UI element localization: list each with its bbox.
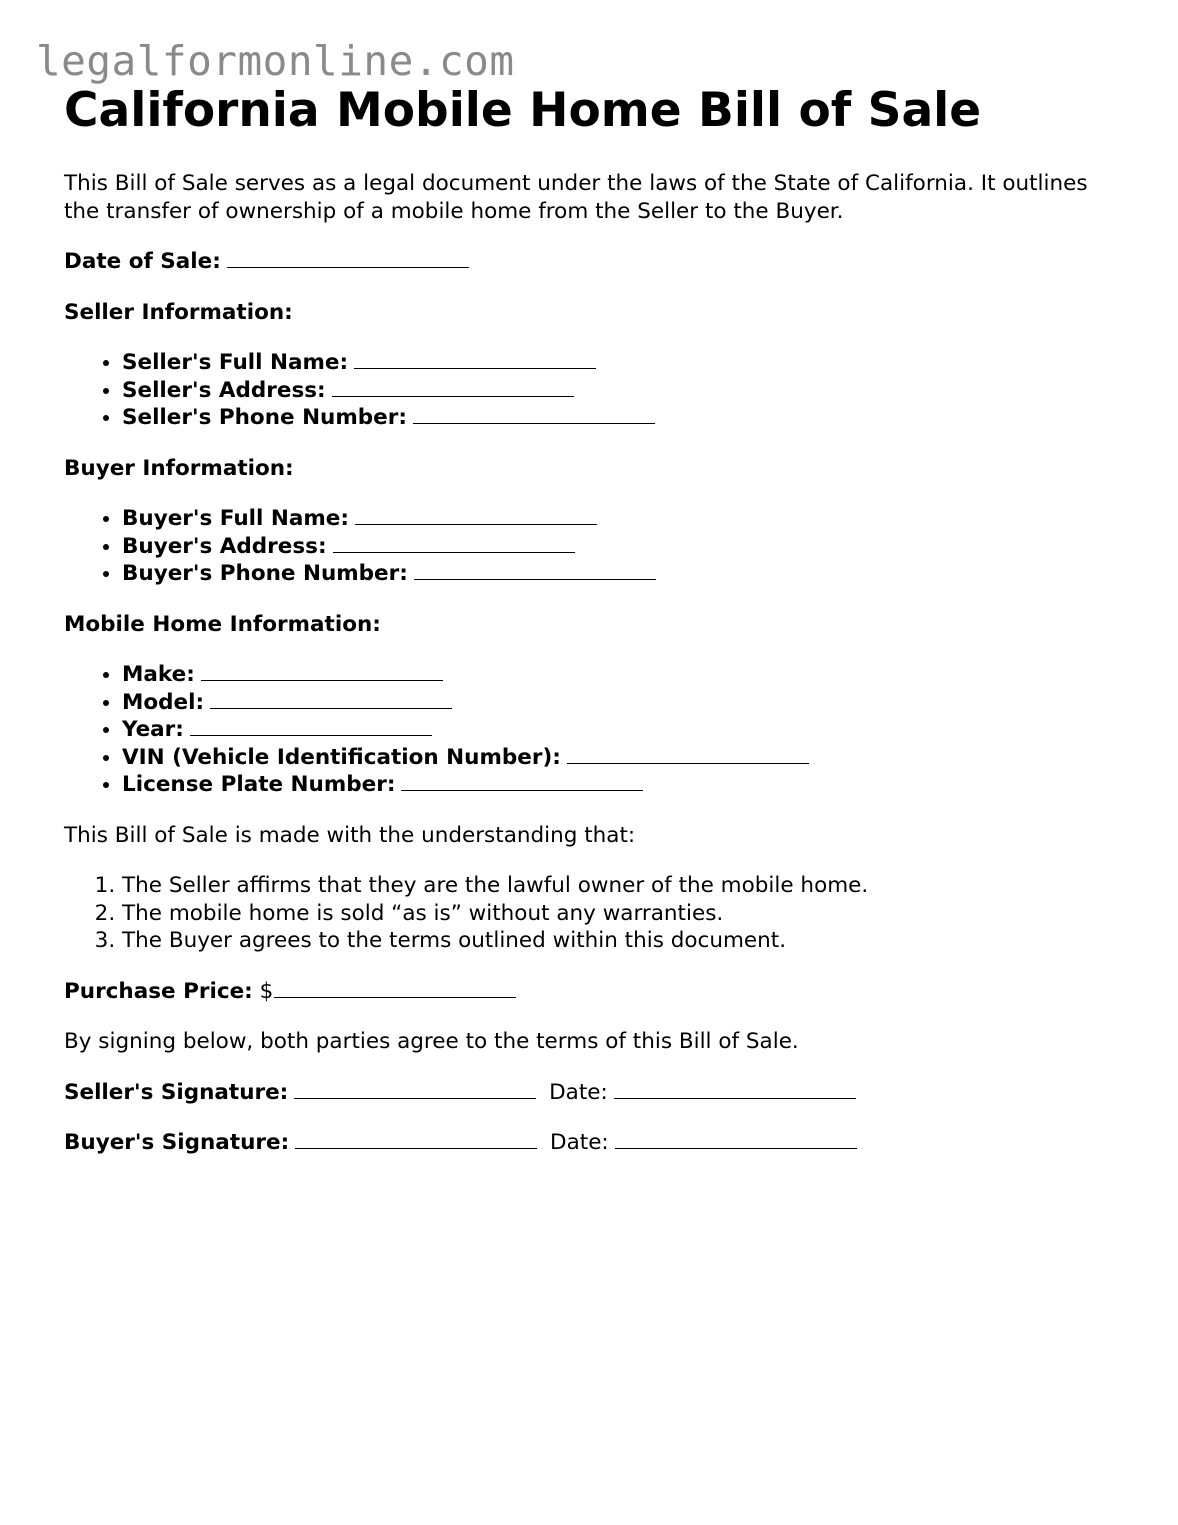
buyer-signature-line <box>64 1129 1124 1157</box>
document-title: California Mobile Home Bill of Sale <box>64 83 982 138</box>
list-item <box>122 533 1124 561</box>
buyer-phone-blank[interactable] <box>414 561 656 580</box>
seller-section-heading: Seller Information: <box>64 299 293 325</box>
seller-phone-label: Seller's Phone Number: <box>122 405 407 430</box>
seller-full-name-label: Seller's Full Name: <box>122 350 349 375</box>
date-of-sale-field <box>64 248 1124 276</box>
list-item <box>122 377 1124 405</box>
list-item: 3. The Buyer agrees to the terms outlined within this document. <box>122 927 1124 955</box>
list-item: 2. The mobile home is sold “as is” without any warranties. <box>122 900 1124 928</box>
seller-date-label: Date: <box>549 1079 608 1105</box>
list-item <box>122 505 1124 533</box>
date-of-sale-label: Date of Sale: <box>64 249 221 274</box>
buyer-signature-label: Buyer's Signature: <box>64 1130 290 1155</box>
seller-signature-blank[interactable] <box>294 1080 536 1099</box>
year-label: Year: <box>122 717 184 742</box>
seller-address-blank[interactable] <box>332 378 574 397</box>
year-blank[interactable] <box>190 717 432 736</box>
buyer-date-label: Date: <box>550 1130 609 1155</box>
buyer-fields-list <box>64 505 1124 588</box>
buyer-address-label: Buyer's Address: <box>122 533 327 559</box>
mobile-home-fields-list <box>64 661 1124 799</box>
list-item <box>122 349 1124 377</box>
make-blank[interactable] <box>201 662 443 681</box>
seller-address-label: Seller's Address: <box>122 377 326 403</box>
seller-fields-list <box>64 349 1124 432</box>
buyer-section-heading: Buyer Information: <box>64 455 294 481</box>
purchase-price-label: Purchase Price: <box>64 978 253 1004</box>
make-label: Make: <box>122 662 195 687</box>
currency-symbol: $ <box>259 978 274 1004</box>
understanding-intro: This Bill of Sale is made with the understanding that: <box>64 822 636 848</box>
buyer-phone-label: Buyer's Phone Number: <box>122 561 408 586</box>
buyer-address-blank[interactable] <box>333 534 575 553</box>
license-plate-blank[interactable] <box>401 772 643 791</box>
buyer-date-blank[interactable] <box>615 1130 857 1149</box>
model-blank[interactable] <box>210 690 452 709</box>
model-label: Model: <box>122 689 205 715</box>
list-item <box>122 661 1124 689</box>
date-of-sale-blank[interactable] <box>227 249 469 268</box>
understanding-list <box>64 872 1124 955</box>
buyer-signature-blank[interactable] <box>295 1130 537 1149</box>
document-page <box>64 82 1124 1157</box>
seller-full-name-blank[interactable] <box>354 350 596 369</box>
vin-label: VIN (Vehicle Identification Number): <box>122 744 561 770</box>
list-item <box>122 560 1124 588</box>
seller-date-blank[interactable] <box>614 1080 856 1099</box>
mobile-home-section-heading: Mobile Home Information: <box>64 611 381 637</box>
intro-paragraph: This Bill of Sale serves as a legal document under the laws of the State of California. It outlines the transfer of ownership of a mobile home from the Seller to the Buyer. <box>64 171 1088 224</box>
list-item <box>122 716 1124 744</box>
list-item: 1. The Seller affirms that they are the lawful owner of the mobile home. <box>122 872 1124 900</box>
purchase-price-blank[interactable] <box>274 979 516 998</box>
vin-blank[interactable] <box>567 745 809 764</box>
purchase-price-field <box>64 978 1124 1006</box>
watermark: legalformonline.com <box>36 37 515 85</box>
buyer-full-name-label: Buyer's Full Name: <box>122 506 349 531</box>
list-item <box>122 689 1124 717</box>
seller-signature-line <box>64 1079 1124 1107</box>
buyer-full-name-blank[interactable] <box>355 506 597 525</box>
list-item <box>122 404 1124 432</box>
seller-phone-blank[interactable] <box>413 405 655 424</box>
seller-signature-label: Seller's Signature: <box>64 1079 289 1105</box>
license-plate-label: License Plate Number: <box>122 772 396 797</box>
list-item <box>122 744 1124 772</box>
agreement-statement: By signing below, both parties agree to the terms of this Bill of Sale. <box>64 1029 799 1054</box>
list-item <box>122 771 1124 799</box>
